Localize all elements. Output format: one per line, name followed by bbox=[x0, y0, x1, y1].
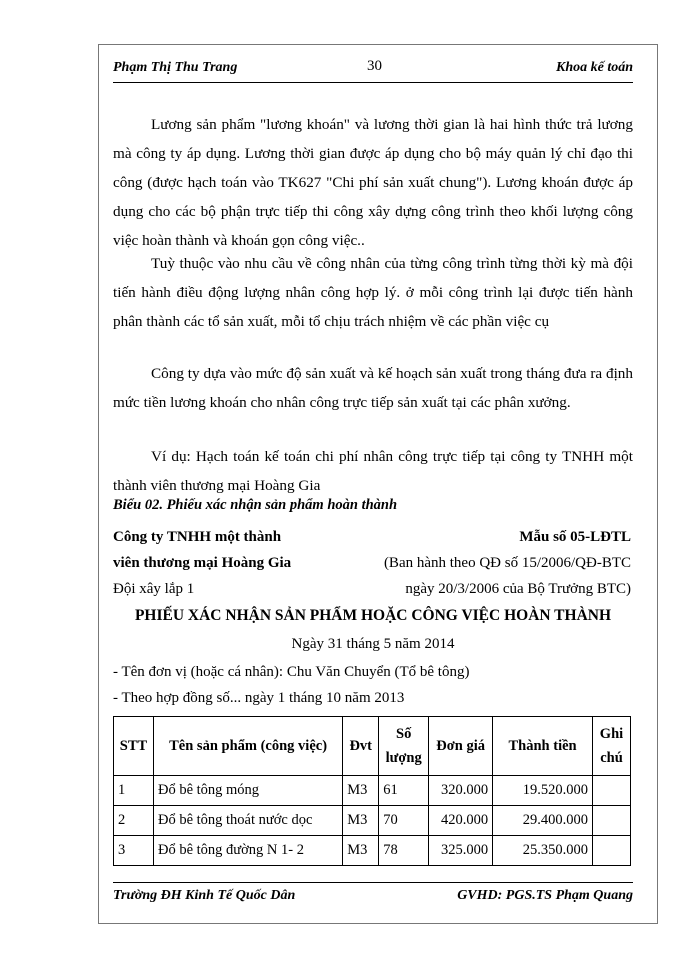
footer-school: Trường ĐH Kinh Tế Quốc Dân bbox=[113, 888, 296, 903]
cell-name: Đổ bê tông đường N 1- 2 bbox=[153, 836, 342, 866]
header-author: Phạm Thị Thu Trang bbox=[113, 60, 238, 75]
col-stt: STT bbox=[114, 717, 154, 776]
cell-price: 320.000 bbox=[429, 776, 493, 806]
col-amount: Thành tiền bbox=[493, 717, 593, 776]
table-row bbox=[114, 836, 631, 866]
cell-unit: M3 bbox=[343, 776, 379, 806]
col-qty: Số lượng bbox=[379, 717, 429, 776]
contract-line: - Theo hợp đồng số... ngày 1 tháng 10 năm 2013 bbox=[113, 690, 405, 706]
page-number: 30 bbox=[367, 58, 382, 74]
cell-qty: 78 bbox=[379, 836, 429, 866]
paragraph-1: Lương sản phẩm "lương khoán" và lương thời gian là hai hình thức trả lương mà công ty áp dụng. Lương thời gian được áp dụng cho bộ máy quản lý chỉ đạo thi công (được hạch toán vào TK627 "Chi phí sản xuất chung"). Lương khoán được áp dụng cho các bộ phận trực tiếp thi công xây dựng công trình theo khối lượng công việc hoàn thành và khoán gọn công việc.. bbox=[113, 116, 633, 249]
cell-qty: 70 bbox=[379, 806, 429, 836]
paragraph-2: Tuỳ thuộc vào nhu cầu về công nhân của từng công trình từng thời kỳ mà đội tiến hành điều động lượng nhân công hợp lý. ở mỗi công trình lại được tiến hành phân thành các tổ sản xuất, mỗi tổ chịu trách nhiệm về các phần việc cụ bbox=[113, 255, 633, 330]
table-header-row bbox=[114, 717, 631, 776]
paragraph-3: Công ty dựa vào mức độ sản xuất và kế hoạch sản xuất trong tháng đưa ra định mức tiền lương khoán cho nhân công trực tiếp sản xuất tại các phân xưởng. bbox=[113, 365, 633, 411]
form-date: Ngày 31 tháng 5 năm 2014 bbox=[291, 636, 455, 652]
cell-amount: 29.400.000 bbox=[493, 806, 593, 836]
product-table bbox=[113, 716, 631, 866]
cell-price: 325.000 bbox=[429, 836, 493, 866]
cell-stt: 3 bbox=[114, 836, 154, 866]
page-footer bbox=[113, 882, 633, 907]
form-code: Mẫu số 05-LĐTL bbox=[519, 529, 631, 545]
form-header-row-2 bbox=[113, 555, 633, 572]
header-department: Khoa kế toán bbox=[555, 60, 633, 75]
cell-note bbox=[592, 806, 630, 836]
paragraph-4: Ví dụ: Hạch toán kế toán chi phí nhân công trực tiếp tại công ty TNHH một thành viên thương mại Hoàng Gia bbox=[113, 448, 633, 494]
form-header-row-3 bbox=[113, 581, 633, 598]
cell-stt: 2 bbox=[114, 806, 154, 836]
cell-note bbox=[592, 836, 630, 866]
col-price: Đơn giá bbox=[429, 717, 493, 776]
col-note: Ghi chú bbox=[592, 717, 630, 776]
cell-unit: M3 bbox=[343, 836, 379, 866]
issued-date: ngày 20/3/2006 của Bộ Trưởng BTC) bbox=[405, 581, 631, 597]
unit-line: - Tên đơn vị (hoặc cá nhân): Chu Văn Chuyển (Tổ bê tông) bbox=[113, 664, 470, 680]
cell-amount: 25.350.000 bbox=[493, 836, 593, 866]
table-caption: Biểu 02. Phiếu xác nhận sản phẩm hoàn thành bbox=[113, 497, 398, 513]
company-name-line2: viên thương mại Hoàng Gia bbox=[113, 555, 292, 571]
table-row bbox=[114, 806, 631, 836]
footer-supervisor: GVHD: PGS.TS Phạm Quang bbox=[457, 888, 633, 903]
cell-name: Đổ bê tông móng bbox=[153, 776, 342, 806]
table-row bbox=[114, 776, 631, 806]
page-header bbox=[113, 58, 633, 83]
cell-qty: 61 bbox=[379, 776, 429, 806]
cell-amount: 19.520.000 bbox=[493, 776, 593, 806]
cell-note bbox=[592, 776, 630, 806]
cell-price: 420.000 bbox=[429, 806, 493, 836]
company-name-line1: Công ty TNHH một thành bbox=[113, 529, 282, 545]
form-header-row-1 bbox=[113, 529, 633, 546]
col-name: Tên sản phẩm (công việc) bbox=[153, 717, 342, 776]
cell-stt: 1 bbox=[114, 776, 154, 806]
cell-name: Đổ bê tông thoát nước dọc bbox=[153, 806, 342, 836]
col-unit: Đvt bbox=[343, 717, 379, 776]
team-name: Đội xây lắp 1 bbox=[113, 581, 195, 597]
cell-unit: M3 bbox=[343, 806, 379, 836]
issued-by: (Ban hành theo QĐ số 15/2006/QĐ-BTC bbox=[383, 555, 631, 571]
form-title: PHIẾU XÁC NHẬN SẢN PHẨM HOẶC CÔNG VIỆC HOÀN THÀNH bbox=[134, 607, 612, 624]
